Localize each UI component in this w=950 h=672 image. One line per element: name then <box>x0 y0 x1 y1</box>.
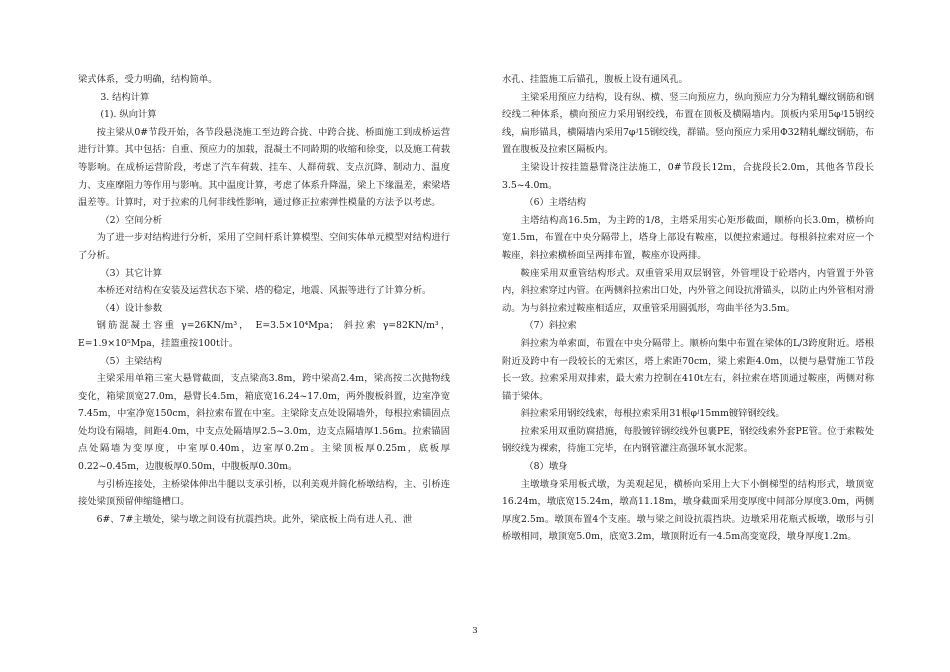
paragraph: 与引桥连接处，主桥梁体伸出牛腿以支承引桥，以利美观并简化桥墩结构，主、引桥连接处梁顶预留伸缩缝槽口。 <box>78 478 450 508</box>
paragraph: 主梁采用单箱三室大悬臂截面，支点梁高3.8m，跨中梁高2.4m，梁高按二次抛物线变化，箱梁顶宽27.0m，悬臂长4.5m，箱底宽16.24~17.0m，两外腹板斜置，边室净宽7.45m，中室净宽150cm，斜拉索布置在中室。主梁除支点处设隔墙外，每根拉索锚固点处均设有隔墙，间距4.0m，中支点处隔墙厚2.5~3.0m，边支点隔墙厚1.56m。拉索锚固点处隔墙为变厚度，中室厚0.40m，边室厚0.2m。主梁顶板厚0.25m，底板厚0.22~0.45m，边腹板厚0.50m，中腹板厚0.30m。 <box>78 373 450 473</box>
paragraph: 按主梁从0#节段开始，各节段悬浇施工至边跨合拢、中跨合拢、桥面施工到成桥运营进行计算。其中包括：自重、预应力的加载，混凝土不同龄期的收缩和徐变，以及施工荷载等影响。在成桥运营阶段，考虑了汽车荷载、挂车、人群荷载、支点沉降、制动力、温度力、支座摩阻力等作用与影响。其中温度计算，考虑了体系升降温，梁上下缘温差，索梁塔温差等。计算时，对于拉索的几何非线性影响，通过修正拉索弹性模量的方法予以考虑。 <box>78 126 450 209</box>
paragraph: 拉索采用双重防腐措施，每股镀锌钢绞线外包裹PE，钢绞线索外套PE管。位于索鞍处钢绞线为裸索，待施工完毕，在内钢管灌注高强环氧水泥浆。 <box>502 425 874 455</box>
paragraph: 梁式体系，受力明确，结构简单。 <box>78 74 218 85</box>
paragraph: 鞍座采用双重管结构形式。双重管采用双层钢管，外管埋设于砼塔内，内管置于外管内，斜拉索穿过内管。在两侧斜拉索出口处，内外管之间设抗滑锚头，以防止内外管相对滑动。为与斜拉索过鞍座相适应，双重管采用圆弧形，弯曲半径为3.5m。 <box>502 267 874 314</box>
paragraph: 为了进一步对结构进行分析，采用了空间杆系计算模型、空间实体单元模型对结构进行了分析。 <box>78 232 450 261</box>
paragraph: 主塔结构高16.5m，为主跨的1/8，主塔采用实心矩形截面，顺桥向长3.0m，横桥向宽1.5m，布置在中央分隔带上，塔身上部设有鞍座，以便拉索通过。每根斜拉索对应一个鞍座，斜拉索横桥面呈两排布置，鞍座亦设两排。 <box>502 214 874 261</box>
paragraph: 斜拉索采用钢绞线索，每根拉索采用31根φʲ15mm镀锌钢绞线。 <box>520 408 785 420</box>
subsection-heading: （4）设计参数 <box>100 302 163 314</box>
subsection-heading: （3）其它计算 <box>100 267 163 279</box>
subsection-heading: (1). 纵向计算 <box>100 109 157 121</box>
paragraph: 6#、7#主墩处，梁与墩之间设有抗震挡块。此外，梁底板上尚有进人孔、泄 <box>96 513 413 525</box>
paragraph: 钢筋混凝土容重 γ=26KN/m³， E=3.5×10⁴Mpa； 斜拉索 γ=82KN/m³，E=1.9×10⁵Mpa，挂篮重按100t计。 <box>78 320 450 349</box>
paragraph: 水孔、挂篮施工后锚孔，腹板上设有通风孔。 <box>502 74 688 85</box>
left-column <box>78 71 450 528</box>
subsection-heading: （6）主塔结构 <box>524 197 587 209</box>
subsection-heading: （7）斜拉索 <box>524 320 577 332</box>
subsection-heading: （8）墩身 <box>524 461 568 473</box>
paragraph: 主梁设计按挂篮悬臂浇注法施工，0#节段长12m，合拢段长2.0m，其他各节段长3.5~4.0m。 <box>502 161 874 191</box>
paragraph: 斜拉索为单索面，布置在中央分隔带上。顺桥向集中布置在梁体的L/3跨度附近。塔根附近及跨中有一段较长的无索区，塔上索距70cm，梁上索距4.0m，以便与悬臂施工节段长一致。拉索采用双排索，最大索力控制在410t左右，斜拉索在塔顶通过鞍座，两侧对称锚于梁体。 <box>502 337 874 402</box>
section-heading: 3. 结构计算 <box>100 91 150 103</box>
subsection-heading: （2）空间分析 <box>100 214 163 226</box>
page-number: 3 <box>472 626 478 636</box>
paragraph: 主梁采用预应力结构，设有纵、横、竖三向预应力，纵向预应力分为精轧螺纹钢筋和钢绞线二种体系，横向预应力采用钢绞线，布置在顶板及横隔墙内。顶板内采用5φʲ15钢绞线，扁形锚具，横隔墙内采用7φʲ15钢绞线，群锚。竖向预应力采用Φ32精轧螺纹钢筋，布置在腹板及拉索区隔板内。 <box>502 91 874 156</box>
subsection-heading: （5）主梁结构 <box>100 355 163 367</box>
paragraph: 主墩墩身采用板式墩，为美观起见，横桥向采用上大下小倒梯型的结构形式，墩顶宽16.24m，墩底宽15.24m，墩高11.18m，墩身截面采用变厚度中间部分厚度3.0m，两侧厚度2.5m。墩顶布置4个支座。墩与梁之间设抗震挡块。边墩采用花瓶式板墩，墩形与引桥墩相同，墩顶宽5.0m，底宽3.2m，墩顶附近有一4.5m高变宽段，墩身厚度1.2m。 <box>502 478 874 543</box>
right-column <box>502 71 874 546</box>
paragraph: 本桥还对结构在安装及运营状态下梁、塔的稳定，地震、风振等进行了计算分析。 <box>96 285 432 297</box>
